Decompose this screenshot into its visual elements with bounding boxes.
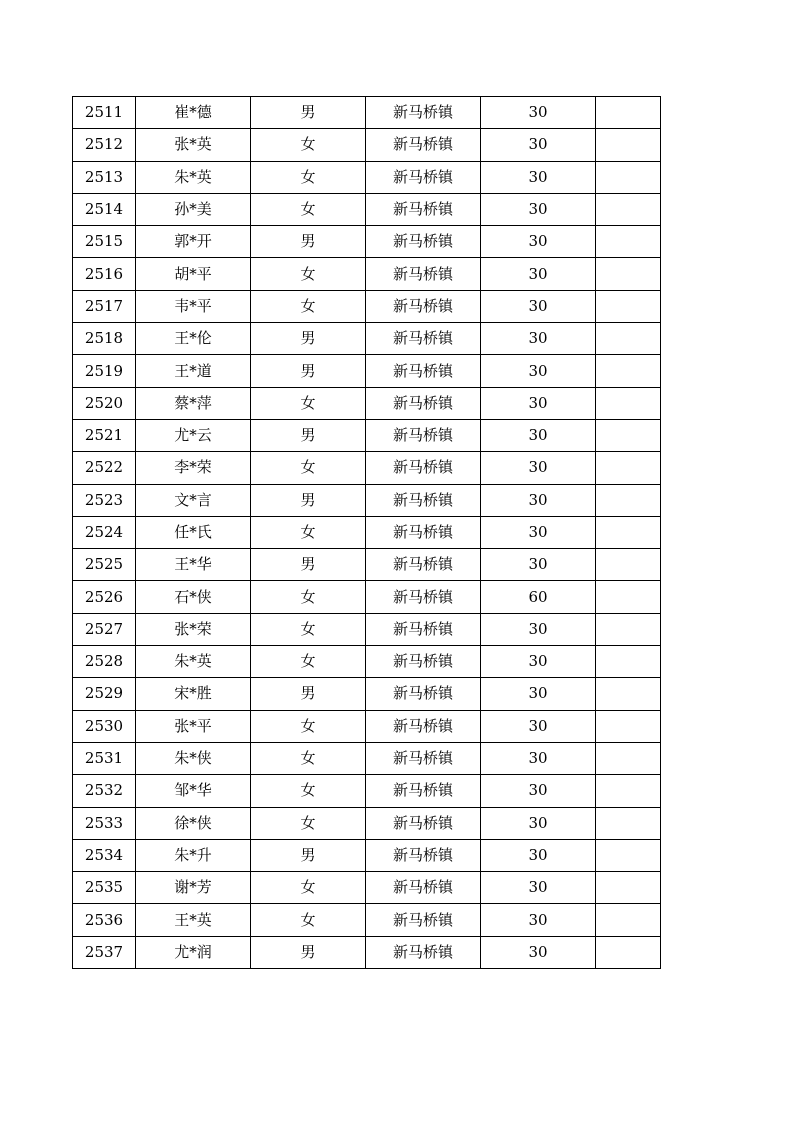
town-cell: 新马桥镇 <box>366 710 481 742</box>
table-row <box>73 581 661 613</box>
id-cell: 2537 <box>73 936 136 968</box>
town-cell: 新马桥镇 <box>366 97 481 129</box>
note-cell <box>596 646 661 678</box>
town-cell: 新马桥镇 <box>366 646 481 678</box>
table-row <box>73 258 661 290</box>
id-cell: 2511 <box>73 97 136 129</box>
note-cell <box>596 904 661 936</box>
town-cell: 新马桥镇 <box>366 678 481 710</box>
table-row <box>73 742 661 774</box>
amount-cell: 30 <box>481 807 596 839</box>
town-cell: 新马桥镇 <box>366 936 481 968</box>
town-cell: 新马桥镇 <box>366 258 481 290</box>
name-cell: 张*平 <box>136 710 251 742</box>
id-cell: 2525 <box>73 549 136 581</box>
town-cell: 新马桥镇 <box>366 355 481 387</box>
name-cell: 尤*润 <box>136 936 251 968</box>
table-row <box>73 646 661 678</box>
name-cell: 王*道 <box>136 355 251 387</box>
id-cell: 2523 <box>73 484 136 516</box>
id-cell: 2512 <box>73 129 136 161</box>
gender-cell: 男 <box>251 936 366 968</box>
gender-cell: 女 <box>251 387 366 419</box>
town-cell: 新马桥镇 <box>366 516 481 548</box>
town-cell: 新马桥镇 <box>366 613 481 645</box>
note-cell <box>596 581 661 613</box>
name-cell: 宋*胜 <box>136 678 251 710</box>
town-cell: 新马桥镇 <box>366 775 481 807</box>
table-row <box>73 419 661 451</box>
id-cell: 2524 <box>73 516 136 548</box>
table-row <box>73 193 661 225</box>
table-row <box>73 323 661 355</box>
amount-cell: 30 <box>481 872 596 904</box>
amount-cell: 30 <box>481 516 596 548</box>
table-row <box>73 613 661 645</box>
note-cell <box>596 323 661 355</box>
table-row <box>73 549 661 581</box>
gender-cell: 女 <box>251 807 366 839</box>
id-cell: 2527 <box>73 613 136 645</box>
note-cell <box>596 872 661 904</box>
name-cell: 胡*平 <box>136 258 251 290</box>
name-cell: 尤*云 <box>136 419 251 451</box>
gender-cell: 男 <box>251 355 366 387</box>
note-cell <box>596 484 661 516</box>
id-cell: 2514 <box>73 193 136 225</box>
town-cell: 新马桥镇 <box>366 161 481 193</box>
id-cell: 2534 <box>73 839 136 871</box>
note-cell <box>596 936 661 968</box>
name-cell: 张*英 <box>136 129 251 161</box>
gender-cell: 女 <box>251 775 366 807</box>
amount-cell: 30 <box>481 355 596 387</box>
note-cell <box>596 419 661 451</box>
gender-cell: 男 <box>251 839 366 871</box>
table-row <box>73 710 661 742</box>
gender-cell: 女 <box>251 872 366 904</box>
name-cell: 孙*美 <box>136 193 251 225</box>
town-cell: 新马桥镇 <box>366 290 481 322</box>
note-cell <box>596 387 661 419</box>
gender-cell: 男 <box>251 549 366 581</box>
amount-cell: 30 <box>481 258 596 290</box>
table-row <box>73 936 661 968</box>
amount-cell: 30 <box>481 613 596 645</box>
name-cell: 朱*英 <box>136 646 251 678</box>
amount-cell: 30 <box>481 775 596 807</box>
note-cell <box>596 161 661 193</box>
table-row <box>73 452 661 484</box>
name-cell: 文*言 <box>136 484 251 516</box>
id-cell: 2526 <box>73 581 136 613</box>
table-row <box>73 775 661 807</box>
town-cell: 新马桥镇 <box>366 323 481 355</box>
gender-cell: 女 <box>251 613 366 645</box>
id-cell: 2513 <box>73 161 136 193</box>
town-cell: 新马桥镇 <box>366 226 481 258</box>
amount-cell: 30 <box>481 936 596 968</box>
note-cell <box>596 710 661 742</box>
id-cell: 2517 <box>73 290 136 322</box>
note-cell <box>596 258 661 290</box>
town-cell: 新马桥镇 <box>366 581 481 613</box>
id-cell: 2535 <box>73 872 136 904</box>
name-cell: 朱*英 <box>136 161 251 193</box>
table-row <box>73 161 661 193</box>
id-cell: 2532 <box>73 775 136 807</box>
note-cell <box>596 516 661 548</box>
gender-cell: 男 <box>251 419 366 451</box>
note-cell <box>596 678 661 710</box>
name-cell: 石*侠 <box>136 581 251 613</box>
table-row <box>73 97 661 129</box>
amount-cell: 30 <box>481 129 596 161</box>
name-cell: 蔡*萍 <box>136 387 251 419</box>
note-cell <box>596 839 661 871</box>
note-cell <box>596 742 661 774</box>
id-cell: 2529 <box>73 678 136 710</box>
table-row <box>73 290 661 322</box>
town-cell: 新马桥镇 <box>366 742 481 774</box>
id-cell: 2515 <box>73 226 136 258</box>
table-row <box>73 807 661 839</box>
town-cell: 新马桥镇 <box>366 387 481 419</box>
note-cell <box>596 290 661 322</box>
note-cell <box>596 226 661 258</box>
gender-cell: 男 <box>251 323 366 355</box>
table-row <box>73 387 661 419</box>
id-cell: 2536 <box>73 904 136 936</box>
note-cell <box>596 129 661 161</box>
table-row <box>73 678 661 710</box>
id-cell: 2531 <box>73 742 136 774</box>
name-cell: 郭*开 <box>136 226 251 258</box>
id-cell: 2533 <box>73 807 136 839</box>
name-cell: 任*氏 <box>136 516 251 548</box>
id-cell: 2528 <box>73 646 136 678</box>
table-row <box>73 872 661 904</box>
name-cell: 王*伦 <box>136 323 251 355</box>
id-cell: 2516 <box>73 258 136 290</box>
amount-cell: 30 <box>481 97 596 129</box>
name-cell: 王*英 <box>136 904 251 936</box>
id-cell: 2522 <box>73 452 136 484</box>
name-cell: 谢*芳 <box>136 872 251 904</box>
note-cell <box>596 452 661 484</box>
note-cell <box>596 807 661 839</box>
id-cell: 2530 <box>73 710 136 742</box>
roster-table <box>72 96 661 969</box>
amount-cell: 30 <box>481 419 596 451</box>
town-cell: 新马桥镇 <box>366 193 481 225</box>
amount-cell: 30 <box>481 323 596 355</box>
table-row <box>73 484 661 516</box>
gender-cell: 女 <box>251 646 366 678</box>
town-cell: 新马桥镇 <box>366 904 481 936</box>
gender-cell: 男 <box>251 226 366 258</box>
amount-cell: 30 <box>481 742 596 774</box>
amount-cell: 30 <box>481 226 596 258</box>
gender-cell: 男 <box>251 97 366 129</box>
town-cell: 新马桥镇 <box>366 549 481 581</box>
gender-cell: 女 <box>251 516 366 548</box>
note-cell <box>596 97 661 129</box>
table-row <box>73 904 661 936</box>
name-cell: 朱*升 <box>136 839 251 871</box>
amount-cell: 30 <box>481 452 596 484</box>
town-cell: 新马桥镇 <box>366 839 481 871</box>
note-cell <box>596 549 661 581</box>
gender-cell: 女 <box>251 129 366 161</box>
name-cell: 王*华 <box>136 549 251 581</box>
amount-cell: 30 <box>481 387 596 419</box>
id-cell: 2520 <box>73 387 136 419</box>
town-cell: 新马桥镇 <box>366 484 481 516</box>
town-cell: 新马桥镇 <box>366 419 481 451</box>
table-row <box>73 839 661 871</box>
gender-cell: 女 <box>251 742 366 774</box>
amount-cell: 30 <box>481 193 596 225</box>
amount-cell: 30 <box>481 161 596 193</box>
table-row <box>73 129 661 161</box>
name-cell: 张*荣 <box>136 613 251 645</box>
town-cell: 新马桥镇 <box>366 872 481 904</box>
name-cell: 崔*德 <box>136 97 251 129</box>
town-cell: 新马桥镇 <box>366 129 481 161</box>
id-cell: 2519 <box>73 355 136 387</box>
id-cell: 2518 <box>73 323 136 355</box>
note-cell <box>596 193 661 225</box>
gender-cell: 女 <box>251 161 366 193</box>
town-cell: 新马桥镇 <box>366 452 481 484</box>
amount-cell: 60 <box>481 581 596 613</box>
town-cell: 新马桥镇 <box>366 807 481 839</box>
name-cell: 邹*华 <box>136 775 251 807</box>
gender-cell: 女 <box>251 581 366 613</box>
note-cell <box>596 355 661 387</box>
gender-cell: 男 <box>251 484 366 516</box>
amount-cell: 30 <box>481 484 596 516</box>
gender-cell: 女 <box>251 452 366 484</box>
amount-cell: 30 <box>481 678 596 710</box>
gender-cell: 女 <box>251 904 366 936</box>
name-cell: 李*荣 <box>136 452 251 484</box>
gender-cell: 女 <box>251 193 366 225</box>
note-cell <box>596 775 661 807</box>
name-cell: 朱*侠 <box>136 742 251 774</box>
id-cell: 2521 <box>73 419 136 451</box>
table-row <box>73 355 661 387</box>
amount-cell: 30 <box>481 904 596 936</box>
name-cell: 韦*平 <box>136 290 251 322</box>
note-cell <box>596 613 661 645</box>
gender-cell: 女 <box>251 290 366 322</box>
gender-cell: 女 <box>251 710 366 742</box>
amount-cell: 30 <box>481 549 596 581</box>
amount-cell: 30 <box>481 710 596 742</box>
roster-body <box>73 97 661 969</box>
gender-cell: 男 <box>251 678 366 710</box>
amount-cell: 30 <box>481 839 596 871</box>
table-row <box>73 226 661 258</box>
name-cell: 徐*侠 <box>136 807 251 839</box>
gender-cell: 女 <box>251 258 366 290</box>
table-row <box>73 516 661 548</box>
amount-cell: 30 <box>481 290 596 322</box>
amount-cell: 30 <box>481 646 596 678</box>
